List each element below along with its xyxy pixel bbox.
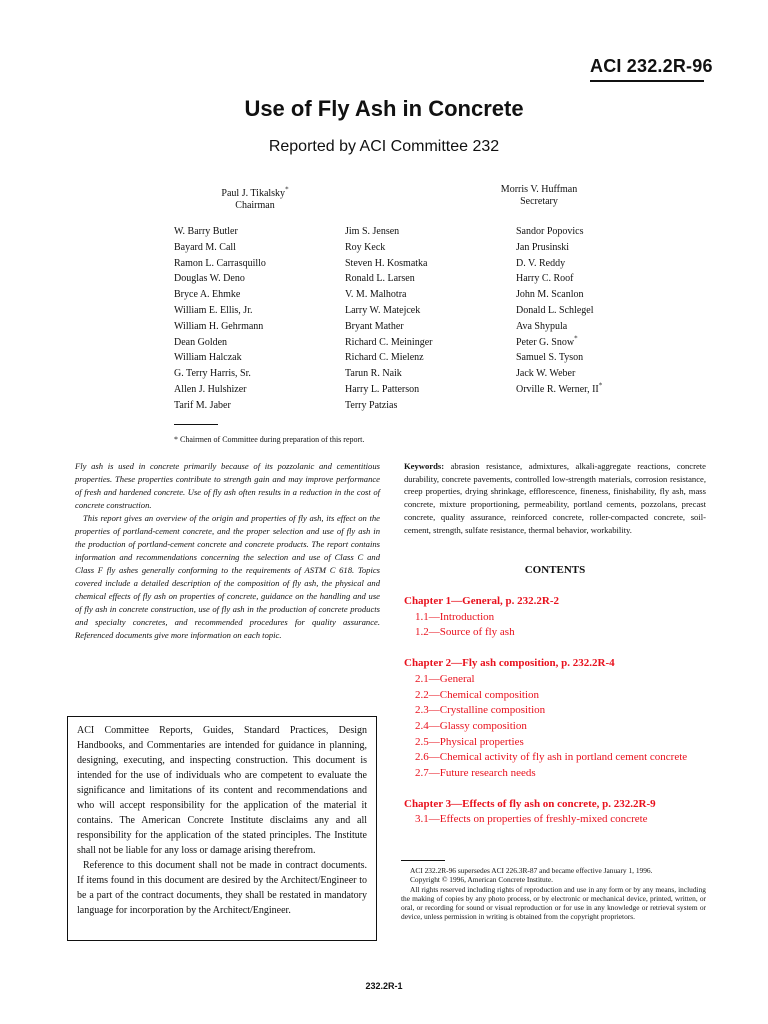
toc-section-2-2[interactable]: 2.2—Chemical composition — [415, 688, 540, 701]
member-name: Dean Golden — [174, 336, 228, 348]
contents-heading: CONTENTS — [524, 564, 586, 576]
disclaimer-paragraph: Reference to this document shall not be made in contract documents. If items found in this document are desired by the Architect/Engineer to be a part of the contract documents, they shall be restated in mandatory language for incorporation by the Architect/Engineer. — [77, 860, 367, 916]
page-subtitle: Reported by ACI Committee 232 — [268, 138, 500, 155]
toc-section-1-1[interactable]: 1.1—Introduction — [415, 610, 495, 623]
toc-section-1-2[interactable]: 1.2—Source of fly ash — [415, 626, 515, 639]
member-name: Tarif M. Jaber — [174, 399, 231, 411]
toc-section-2-1[interactable]: 2.1—General — [415, 672, 475, 685]
page-number: 232.2R-1 — [365, 981, 403, 991]
member-name: Sandor Popovics — [516, 226, 584, 237]
member-name: Terry Patzias — [345, 399, 398, 411]
member-name: William Halczak — [174, 352, 242, 364]
member-name: Orville R. Werner, II* — [516, 381, 603, 395]
member-name: Allen J. Hulshizer — [174, 383, 247, 395]
member-name: Ramon L. Carrasquillo — [174, 257, 266, 269]
toc-section-2-7[interactable]: 2.7—Future research needs — [415, 767, 536, 780]
member-name: Douglas W. Deno — [174, 273, 245, 285]
secretary-name: Morris V. Huffman — [500, 184, 578, 195]
member-name: D. V. Reddy — [516, 257, 566, 269]
member-name: G. Terry Harris, Sr. — [174, 368, 251, 380]
chairman-name: Paul J. Tikalsky* — [221, 185, 289, 199]
chairman-mark: * — [285, 185, 289, 194]
toc-chapter-1[interactable]: Chapter 1—General, p. 232.2R-2 — [404, 595, 560, 607]
member-name: V. M. Malhotra — [345, 289, 407, 301]
abstract-paragraph: Fly ash is used in concrete primarily because of its pozzolanic and cementitious properties. These properties contribute to strength gain and may improve performance of fresh and hardened concrete. Use of fly ash often results in a reduction in the cost of concrete construction. — [75, 461, 380, 510]
rights-text: All rights reserved including rights of reproduction and use in any form or by any means, including the making of copies by any photo process, or by electronic or mechanical device, printed, written, or oral, or recording for sound or visual reproduction or for use in any knowledge or retrieval system or device, unless permission in writing is obtained from the copyright proprietors. — [401, 884, 706, 922]
chairman-role: Chairman — [235, 200, 275, 211]
member-name: Tarun R. Naik — [345, 368, 402, 380]
member-name: Ronald L. Larsen — [345, 273, 415, 285]
disclaimer-box — [67, 716, 377, 941]
toc-section-2-5[interactable]: 2.5—Physical properties — [415, 735, 524, 748]
member-name: Steven H. Kosmatka — [345, 257, 428, 269]
member-name: Jim S. Jensen — [345, 226, 400, 237]
member-name: Samuel S. Tyson — [516, 352, 584, 364]
member-column-3 — [516, 224, 602, 398]
toc-section-2-4[interactable]: 2.4—Glassy composition — [415, 719, 527, 732]
page-title: Use of Fly Ash in Concrete — [244, 96, 524, 121]
member-name: Ava Shypula — [516, 320, 568, 332]
toc-section-2-6[interactable]: 2.6—Chemical activity of fly ash in portland cement concrete — [415, 751, 688, 764]
member-name: Jan Prusinski — [516, 241, 570, 253]
member-name: Richard C. Meininger — [345, 336, 433, 348]
abstract — [75, 460, 380, 642]
disclaimer-paragraph: ACI Committee Reports, Guides, Standard Practices, Design Handbooks, and Commentaries are intended for guidance in planning, designing, executing, and inspecting construction. This document is intended for the use of individuals who are competent to evaluate the significance and limitations of its content and recommendations and who will accept responsibility for the application of the material it contains. The American Concrete Institute disclaims any and all responsibility for the application of the stated principles. The Institute shall not be liable for any loss or damage arising therefrom. — [77, 725, 367, 856]
member-name: Harry L. Patterson — [345, 383, 420, 395]
member-name: W. Barry Butler — [174, 226, 238, 237]
member-name: Peter G. Snow* — [516, 334, 578, 348]
member-name: William H. Gehrmann — [174, 320, 264, 332]
document-number: ACI 232.2R-96 — [590, 56, 713, 76]
member-name: Harry C. Roof — [516, 273, 574, 285]
member-name: William E. Ellis, Jr. — [174, 304, 253, 316]
member-name: Richard C. Mielenz — [345, 352, 424, 364]
keywords — [404, 460, 706, 536]
toc-chapter-2[interactable]: Chapter 2—Fly ash composition, p. 232.2R-4 — [404, 657, 615, 670]
keywords-text: abrasion resistance, admixtures, alkali-aggregate reactions, concrete durability, concrete pavements, controlled low-strength materials, corrosion resistance, creep properties, drying shrinkage, efflorescence, fineness, finishability, fly ash, mass concrete, mixture proportioning, permeability, portland cements, pozzolans, precast concrete, quality assurance, reinforced concrete, roller-compacted concrete, soil-cement, strength, sulfate resistance, thermal behavior, workability. — [404, 461, 706, 535]
member-name: Bryce A. Ehmke — [174, 289, 241, 301]
member-name: Jack W. Weber — [516, 368, 576, 380]
chairman-block — [190, 185, 320, 212]
member-column-2 — [345, 224, 432, 414]
member-name: Roy Keck — [345, 241, 386, 253]
header-rule — [590, 80, 704, 82]
abstract-paragraph: This report gives an overview of the origin and properties of fly ash, its effect on the properties of portland-cement concrete, and the proper selection and use of fly ash in the production of portland-cement concrete and concrete products. The report contains information and recommendations concerning the selection and use of Class C and Class F fly ashes generally conforming to the requirements of ASTM C 618. Topics covered include a detailed description of the composition of fly ash, the physical and chemical effects of fly ash on properties of concrete, guidance on the handling and use of fly ash in concrete construction, use of fly ash in the production of concrete products and specialty concretes, and recommended procedures for quality assurance. Referenced documents give more information on each topic. — [75, 513, 380, 640]
table-of-contents — [404, 594, 706, 828]
member-name: Bryant Mather — [345, 320, 404, 332]
member-name: John M. Scanlon — [516, 289, 584, 301]
copyright-rule — [401, 860, 445, 861]
keywords-label: Keywords: — [404, 461, 445, 471]
supersedes-text: ACI 232.2R-96 supersedes ACI 226.3R-87 and became effective January 1, 1996. — [410, 866, 653, 875]
toc-section-2-3[interactable]: 2.3—Crystalline composition — [415, 704, 546, 717]
chairmen-footnote: * Chairmen of Committee during preparation of this report. — [174, 435, 365, 444]
toc-chapter-3[interactable]: Chapter 3—Effects of fly ash on concrete, p. 232.2R-9 — [404, 797, 656, 810]
copyright-note — [401, 866, 706, 922]
secretary-role: Secretary — [520, 196, 558, 207]
member-column-1 — [174, 224, 266, 414]
copyright-text: Copyright © 1996, American Concrete Institute. — [410, 875, 553, 885]
secretary-block — [474, 184, 604, 208]
footnote-rule — [174, 424, 218, 425]
toc-section-3-1[interactable]: 3.1—Effects on properties of freshly-mixed concrete — [415, 813, 648, 826]
member-name: Bayard M. Call — [174, 241, 236, 253]
member-name: Larry W. Matejcek — [345, 304, 421, 316]
member-name: Donald L. Schlegel — [516, 304, 594, 316]
